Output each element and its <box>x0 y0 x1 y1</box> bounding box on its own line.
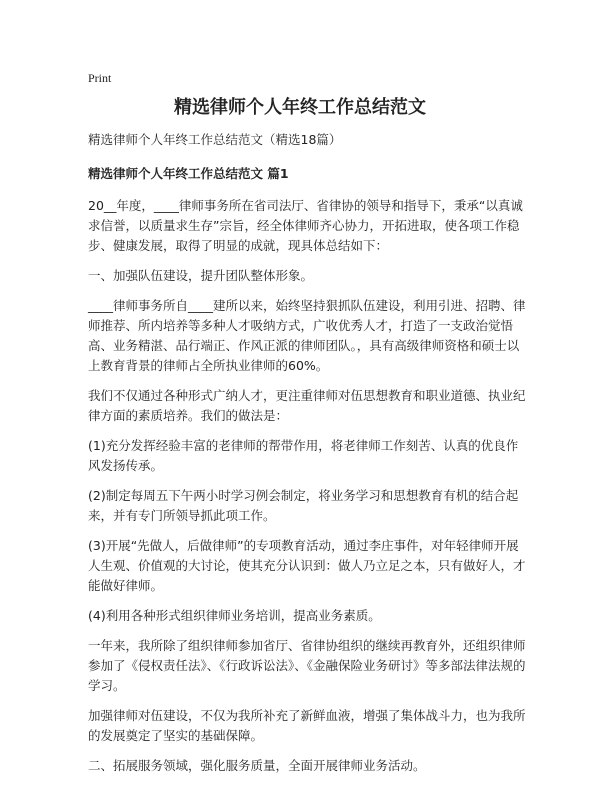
document-body <box>88 130 528 786</box>
document-title: 精选律师个人年终工作总结范文 <box>174 97 426 118</box>
heading-service-expansion: 二、拓展服务领域，强化服务质量，全面开展律师业务活动。 <box>88 758 426 773</box>
heading-team-building: 一、加强队伍建设，提升团队整体形象。 <box>88 268 314 283</box>
list-item-3: (3)开展“先做人，后做律师”的专项教育活动，通过李庄事件，对年轻律师开展人生观、价值观的大讨论，使其充分认识到：做人乃立足之本，只有做好人，才能做好律师。 <box>88 538 526 593</box>
document-subtitle: 精选律师个人年终工作总结范文（精选18篇） <box>88 132 342 147</box>
paragraph-intro: 20__年度，____律师事务所在省司法厅、省律协的领导和指导下，秉承“以真诚求信誉，以质量求生存”宗旨，经全体律师齐心协力，开拓进取，使各项工作稳步、健康发展，取得了明显的成就，现具体总结如下： <box>88 198 523 253</box>
list-item-4: (4)利用各种形式组织律师业务培训，提高业务素质。 <box>88 608 381 623</box>
paragraph-continuing-education: 一年来，我所除了组织律师参加省厅、省律协组织的继续再教育外，还组织律师参加了《侵权责任法》、《行政诉讼法》、《金融保险业务研讨》等多部法律法规的学习。 <box>88 638 526 693</box>
paragraph-training-approach: 我们不仅通过各种形式广纳人才，更注重律师对伍思想教育和职业道德、执业纪律方面的素质培养。我们的做法是： <box>88 388 526 423</box>
paragraph-team-summary: 加强律师对伍建设，不仅为我所补充了新鲜血液，增强了集体战斗力，也为我所的发展奠定了坚实的基础保障。 <box>88 708 526 743</box>
section-heading: 精选律师个人年终工作总结范文 篇1 <box>88 166 289 181</box>
paragraph-team-building: ____律师事务所自____建所以来，始终坚持狠抓队伍建设，利用引进、招聘、律师推荐、所内培养等多种人才吸纳方式，广收优秀人才，打造了一支政治觉悟高、业务精湛、品行端正、作风正派的律师团队。，具有高级律师资格和硕士以上教育背景的律师占全所执业律师的60%。 <box>88 298 526 373</box>
print-link[interactable]: Print <box>88 71 112 85</box>
list-item-2: (2)制定每周五下午两小时学习例会制定，将业务学习和思想教育有机的结合起来，并有专门所领导抓此项工作。 <box>88 488 519 523</box>
list-item-1: (1)充分发挥经验丰富的老律师的帮带作用，将老律师工作刻苦、认真的优良作风发扬传承。 <box>88 438 519 473</box>
